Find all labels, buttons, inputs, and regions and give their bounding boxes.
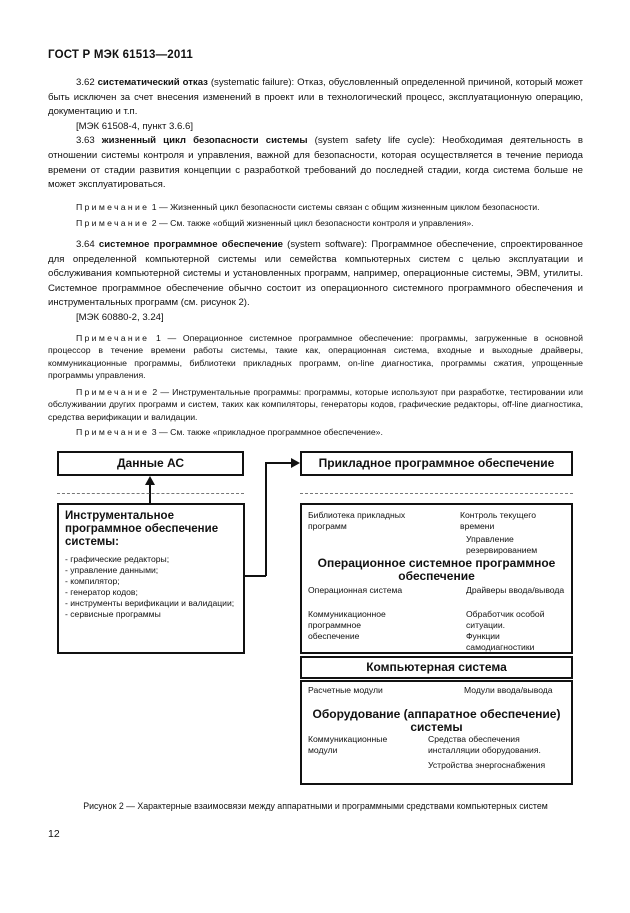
computer-system-box <box>300 656 573 679</box>
tool-software-list <box>65 554 241 620</box>
tool-software-title: Инструментальное программное обеспечение системы: <box>65 510 219 548</box>
computer-system-label: Компьютерная система <box>366 660 507 674</box>
page-number: 12 <box>48 828 60 840</box>
comm-modules-label: Коммуникационные модули <box>308 734 388 755</box>
reference-3-64: [МЭК 60880-2, 3.24] <box>76 311 164 323</box>
arrow-right-icon <box>291 458 300 468</box>
note-3-63-2: Примечание 2 — См. также «общий жизненный цикл безопасности контроля и управления». <box>76 218 474 229</box>
drivers-label: Драйверы ввода/вывода <box>466 585 565 595</box>
tool-list-item: - графические редакторы; <box>65 554 170 564</box>
tool-list-item: - компилятор; <box>65 576 120 586</box>
dashed-divider <box>300 493 573 494</box>
definition-3-64: 3.64 системное программное обеспечение (system software): Программное обеспечение, спроектированное для определенной компьютерной системы или семейства компьютерных систем с целью эксплуатации и обслуживания компьютерной системы и установленных программ, например, операционные системы, ЭВМ, утилиты. Системное программное обеспечение обычно состоит из операционного системного программного обеспечения и инструментальных программ (см. рисунок 2). <box>48 238 583 309</box>
special-handler-label: Обработчик особой ситуации. <box>466 609 545 630</box>
connector-line <box>265 462 293 464</box>
install-label: Средства обеспечения инсталляции оборудования. <box>428 734 541 755</box>
lib-label: Библиотека прикладных программ <box>308 510 406 531</box>
selfdiag-label: Функции самодиагностики <box>466 631 535 652</box>
os-software-box <box>300 503 573 654</box>
figure-caption: Рисунок 2 — Характерные взаимосвязи между аппаратными и программными средствами компьютерных систем <box>83 801 548 811</box>
connector-line <box>265 462 267 576</box>
tool-software-box <box>57 503 245 654</box>
os-software-title: Операционное системное программное обеспечение <box>317 556 556 583</box>
note-3-64-3: Примечание 3 — См. также «прикладное программное обеспечение». <box>76 426 383 437</box>
tool-list-item: - инструменты верификации и валидации; <box>65 598 235 608</box>
hardware-title: Оборудование (аппаратное обеспечение) системы <box>312 707 561 734</box>
note-3-64-1: Примечание 1 — Операционное системное программное обеспечение: программы, загруженные в основной процессор в течение времени работы системы, такие как, операционная система, входные и выходные драйверы, коммуникационные программы, библиотеки прикладных программ, on-line диагностика, программы сжатия, упрощенные программы управления. <box>48 332 583 381</box>
note-3-63-1: Примечание 1 — Жизненный цикл безопасности системы связан с общим жизненным циклом безопасности. <box>76 201 540 212</box>
tool-list-item: - сервисные программы <box>65 609 161 619</box>
comm-software-label: Коммуникационное программное обеспечение <box>308 609 386 641</box>
calc-modules-label: Расчетные модули <box>308 685 383 695</box>
definition-3-63: 3.63 жизненный цикл безопасности системы (system safety life cycle): Необходимая деятельность в отношении системы контроля и управления, важной для безопасности, которая осуществляется в течение периода времени от стадии развития концепции с разработкой требований до последней стадии, когда система больше не может эксплуатироваться. <box>48 135 583 191</box>
note-3-64-2: Примечание 2 — Инструментальные программы: программы, которые используют при разработке, тестировании или обслуживании других программ и систем, таких как компиляторы, генераторы кодов, графические редакторы, off-line диагностика, средства верификации и валидации. <box>48 386 584 423</box>
definition-3-62: 3.62 систематический отказ (systematic failure): Отказ, обусловленный определенной причиной, который может быть исключен за счет внесения изменений в проект или в технологический процесс, эксплуатационную операцию, документацию и т.п. <box>48 77 583 118</box>
reference-3-62: [МЭК 61508-4, пункт 3.6.6] <box>76 120 194 132</box>
connector-line <box>245 575 266 577</box>
hardware-box <box>300 680 573 785</box>
io-modules-label: Модули ввода/вывода <box>464 685 553 695</box>
applied-software-label: Прикладное программное обеспечение <box>318 456 555 470</box>
ac-data-box <box>57 451 244 476</box>
tool-list-item: - генератор кодов; <box>65 587 138 597</box>
redundancy-label: Управление резервированием <box>466 534 538 555</box>
os-label: Операционная система <box>308 585 403 595</box>
tool-list-item: - управление данными; <box>65 565 159 575</box>
applied-software-box <box>300 451 573 476</box>
dashed-divider <box>57 493 244 494</box>
ac-data-label: Данные АС <box>116 456 184 470</box>
connector-line <box>149 484 151 504</box>
arrow-up-icon <box>145 476 155 485</box>
power-label: Устройства энергоснабжения <box>428 760 546 770</box>
timer-label: Контроль текущего времени <box>460 510 536 531</box>
standard-header: ГОСТ Р МЭК 61513—2011 <box>48 49 194 61</box>
